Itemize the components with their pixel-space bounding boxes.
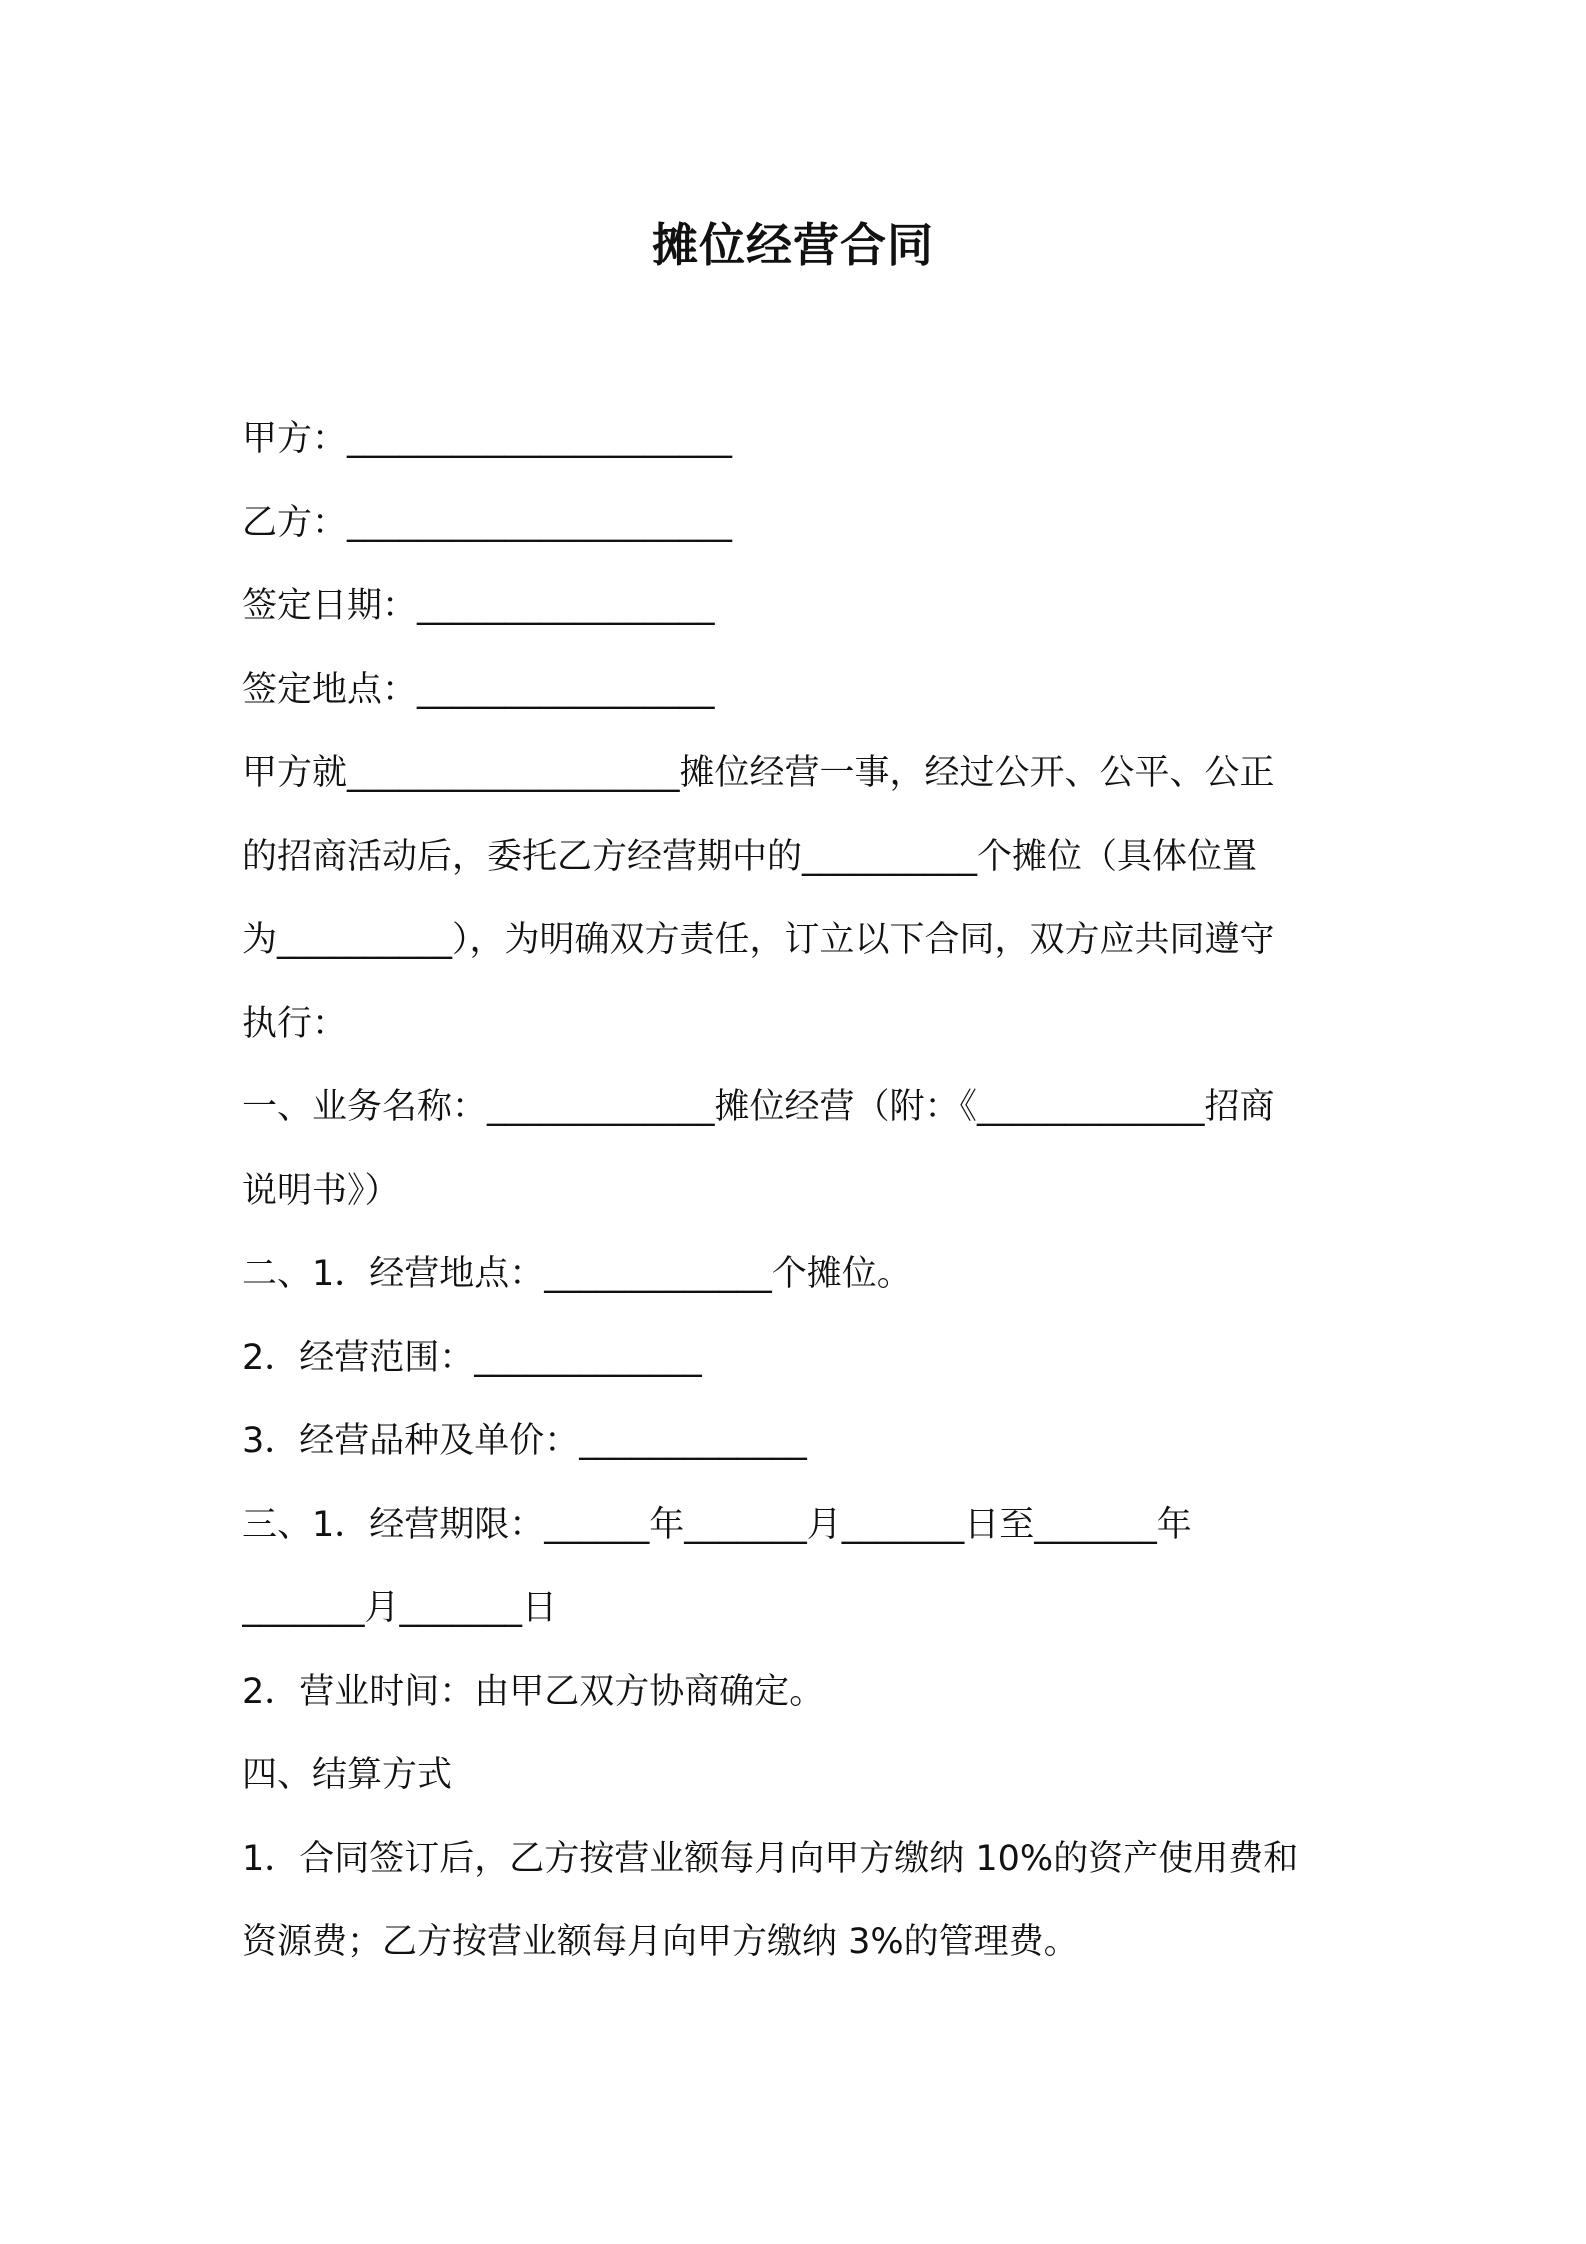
party-a-line: 甲方：______________________ (242, 419, 733, 459)
preamble-line-4: 执行： (242, 1003, 348, 1044)
business-items-line: 3．经营品种及单价：_____________ (242, 1421, 807, 1461)
business-location-line: 二、1．经营地点：_____________个摊位。 (242, 1254, 912, 1294)
signing-date-line: 签定日期：_________________ (242, 586, 715, 626)
business-name-line: 一、业务名称：_____________摊位经营（附：《_____________招商 (242, 1087, 1275, 1127)
business-term-line: 三、1．经营期限：______年_______月_______日至_______年 (242, 1504, 1192, 1545)
business-name-line-cont: 说明书》） (242, 1170, 400, 1211)
settlement-heading: 四、结算方式 (242, 1755, 453, 1795)
document-title: 摊位经营合同 (652, 218, 934, 272)
document-body (242, 398, 1357, 1985)
preamble-line-2: 的招商活动后，委托乙方经营期中的__________个摊位（具体位置 (242, 836, 1258, 877)
signing-place-line: 签定地点：_________________ (242, 669, 715, 710)
preamble-line-3: 为__________），为明确双方责任，订立以下合同，双方应共同遵守 (242, 920, 1275, 960)
business-hours-line: 2．营业时间：由甲乙双方协商确定。 (242, 1671, 825, 1712)
settlement-line-1: 1．合同签订后，乙方按营业额每月向甲方缴纳 10%的资产使用费和 (242, 1838, 1299, 1879)
preamble-line-1: 甲方就___________________摊位经营一事，经过公开、公平、公正 (242, 753, 1275, 793)
business-term-line-cont: _______月_______日 (242, 1588, 558, 1628)
settlement-line-2: 资源费；乙方按营业额每月向甲方缴纳 3%的管理费。 (242, 1922, 1079, 1962)
business-scope-line: 2．经营范围：_____________ (242, 1337, 702, 1378)
party-b-line: 乙方：______________________ (242, 502, 733, 543)
